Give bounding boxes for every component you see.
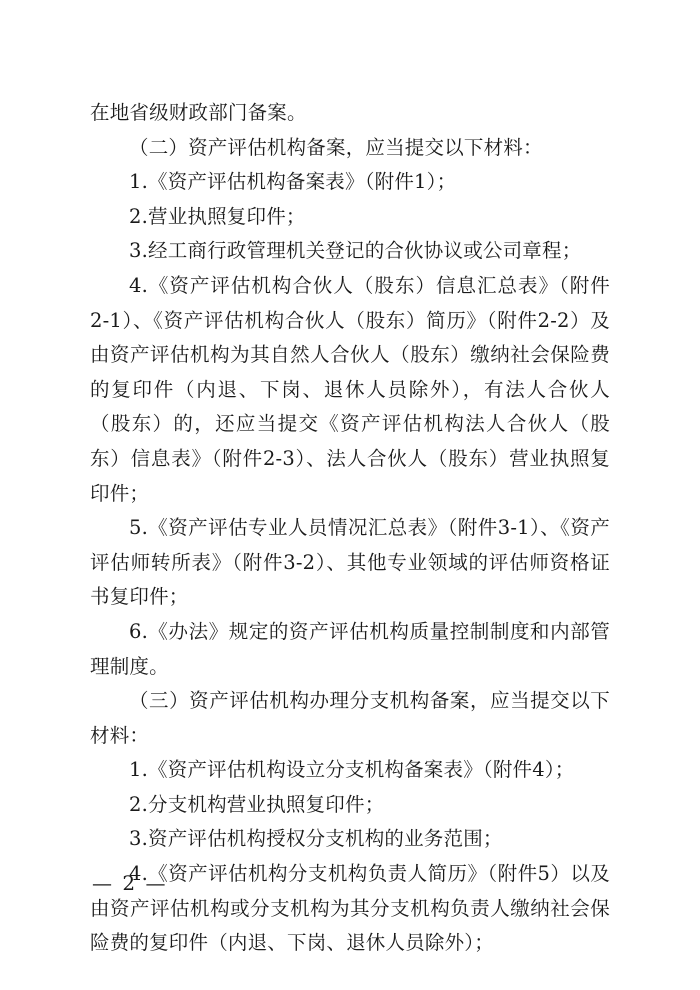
document-body <box>90 96 610 961</box>
list-item: 1.《资产评估机构备案表》（附件1）； <box>129 170 457 194</box>
section-heading-3: （三）资产评估机构办理分支机构备案，应当提交以下材料： <box>90 689 610 747</box>
list-item: 4.《资产评估机构分支机构负责人简历》（附件5）以及由资产评估机构或分支机构为其分支机构负责人缴纳社会保险费的复印件（内退、下岗、退休人员除外）； <box>90 862 610 955</box>
page-number: — 2 — <box>92 871 168 895</box>
section-heading-2: （二）资产评估机构备案，应当提交以下材料： <box>129 135 543 159</box>
list-item: 5.《资产评估专业人员情况汇总表》（附件3-1）、《资产评估师转所表》（附件3-2）、其他专业领域的评估师资格证书复印件； <box>90 516 610 609</box>
list-item: 3.资产评估机构授权分支机构的业务范围； <box>129 827 503 851</box>
list-item: 4.《资产评估机构合伙人（股东）信息汇总表》（附件2-1）、《资产评估机构合伙人（股东）简历》（附件2-2）及由资产评估机构为其自然人合伙人（股东）缴纳社会保险费的复印件（内退、下岗、退休人员除外），有法人合伙人（股东）的，还应当提交《资产评估机构法人合伙人（股东）信息表》（附件2-3）、法人合伙人（股东）营业执照复印件； <box>90 273 610 505</box>
list-item: 6.《办法》规定的资产评估机构质量控制制度和内部管理制度。 <box>90 619 610 678</box>
paragraph-continuation: 在地省级财政部门备案。 <box>90 101 307 124</box>
list-item: 1.《资产评估机构设立分支机构备案表》（附件4）； <box>129 758 575 782</box>
list-item: 2.分支机构营业执照复印件； <box>129 792 385 816</box>
list-item: 2.营业执照复印件； <box>129 204 306 228</box>
list-item: 3.经工商行政管理机关登记的合伙协议或公司章程； <box>129 239 582 263</box>
